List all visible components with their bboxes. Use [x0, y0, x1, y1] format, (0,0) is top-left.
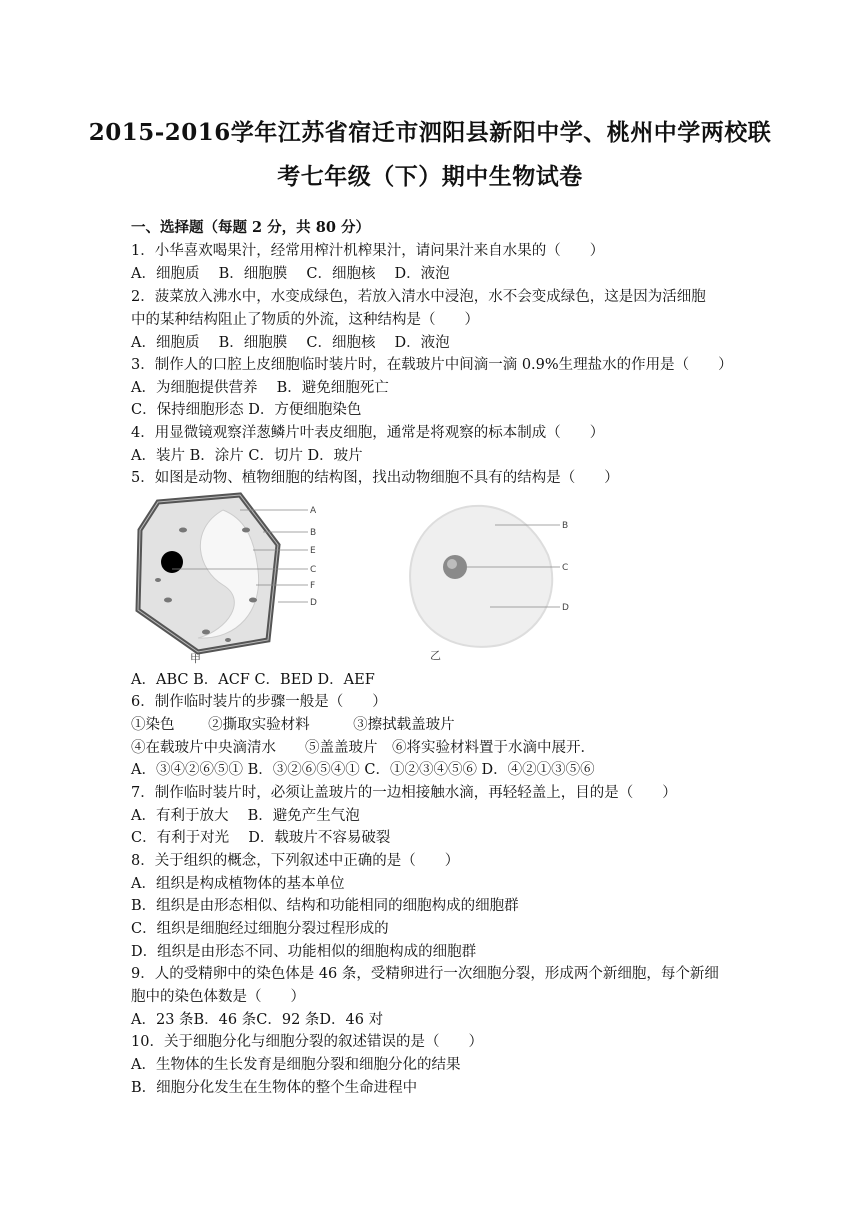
q10-option-b: B．细胞分化发生在生物体的整个生命进程中	[131, 1080, 418, 1096]
plant-label-d: D	[310, 598, 317, 608]
plant-label-c: C	[310, 565, 317, 575]
q7-options-line2: C．有利于对光 D．载玻片不容易破裂	[131, 830, 391, 846]
q2-stem-line2: 中的某种结构阻止了物质的外流，这种结构是（ ）	[131, 312, 479, 328]
q3-options-line2: C．保持细胞形态 D．方便细胞染色	[131, 402, 362, 418]
q3-options-line1: A．为细胞提供营养 B．避免细胞死亡	[131, 380, 389, 396]
q6-steps-line1: ①染色 ②撕取实验材料 ③擦拭载盖玻片	[131, 717, 455, 733]
plant-caption: 甲	[190, 652, 201, 665]
q9-stem-line1: 9．人的受精卵中的染色体是 46 条，受精卵进行一次细胞分裂，形成两个新细胞，每个新细	[131, 966, 719, 982]
animal-caption: 乙	[430, 649, 441, 662]
plant-label-a: A	[310, 506, 317, 516]
q8-option-d: D．组织是由形态不同、功能相似的细胞构成的细胞群	[131, 944, 477, 960]
doc-title-line1: 2015-2016学年江苏省宿迁市泗阳县新阳中学、桃州中学两校联	[88, 119, 772, 146]
q8-stem: 8．关于组织的概念，下列叙述中正确的是（ ）	[131, 853, 460, 869]
animal-cell-figure	[400, 495, 580, 665]
q4-options: A．装片 B．涂片 C．切片 D．玻片	[131, 448, 363, 464]
q2-options: A．细胞质 B．细胞膜 C．细胞核 D．液泡	[131, 335, 450, 351]
animal-label-d: D	[562, 603, 569, 613]
q7-stem: 7．制作临时装片时，必须让盖玻片的一边相接触水滴，再轻轻盖上，目的是（ ）	[131, 785, 677, 801]
q2-stem-line1: 2．菠菜放入沸水中，水变成绿色，若放入清水中浸泡，水不会变成绿色，这是因为活细胞	[131, 289, 706, 305]
q8-option-a: A．组织是构成植物体的基本单位	[131, 876, 345, 892]
q10-option-a: A．生物体的生长发育是细胞分裂和细胞分化的结果	[131, 1057, 461, 1073]
q10-stem: 10．关于细胞分化与细胞分裂的叙述错误的是（ ）	[131, 1034, 483, 1050]
q3-stem: 3．制作人的口腔上皮细胞临时装片时，在载玻片中间滴一滴 0.9%生理盐水的作用是（ ）	[131, 357, 733, 373]
q5-options: A．ABC B．ACF C．BED D．AEF	[131, 672, 375, 688]
q1-options: A．细胞质 B．细胞膜 C．细胞核 D．液泡	[131, 266, 450, 282]
q9-stem-line2: 胞中的染色体数是（ ）	[131, 989, 305, 1005]
q8-option-b: B．组织是由形态相似、结构和功能相同的细胞构成的细胞群	[131, 898, 519, 914]
q6-stem: 6．制作临时装片的步骤一般是（ ）	[131, 694, 387, 710]
plant-cell-figure	[128, 490, 328, 665]
q7-options-line1: A．有利于放大 B．避免产生气泡	[131, 808, 360, 824]
animal-label-c: C	[562, 563, 569, 573]
q4-stem: 4．用显微镜观察洋葱鳞片叶表皮细胞，通常是将观察的标本制成（ ）	[131, 425, 605, 441]
plant-label-b: B	[310, 528, 317, 538]
q1-stem: 1．小华喜欢喝果汁，经常用榨汁机榨果汁，请问果汁来自水果的（ ）	[131, 243, 605, 259]
doc-title-line2: 考七年级（下）期中生物试卷	[277, 163, 583, 190]
q5-stem: 5．如图是动物、植物细胞的结构图，找出动物细胞不具有的结构是（ ）	[131, 470, 619, 486]
plant-label-f: F	[310, 581, 316, 591]
q6-options: A．③④②⑥⑤① B．③②⑥⑤④① C．①②③④⑤⑥ D．④②①③⑤⑥	[131, 762, 595, 778]
plant-label-e: E	[310, 546, 316, 556]
section-heading: 一、选择题（每题 2 分，共 80 分）	[131, 219, 370, 236]
q6-steps-line2: ④在载玻片中央滴清水 ⑤盖盖玻片 ⑥将实验材料置于水滴中展开．	[131, 740, 595, 756]
q8-option-c: C．组织是细胞经过细胞分裂过程形成的	[131, 921, 389, 937]
q9-options: A．23 条B．46 条C．92 条D．46 对	[131, 1012, 384, 1028]
animal-label-b: B	[562, 521, 569, 531]
